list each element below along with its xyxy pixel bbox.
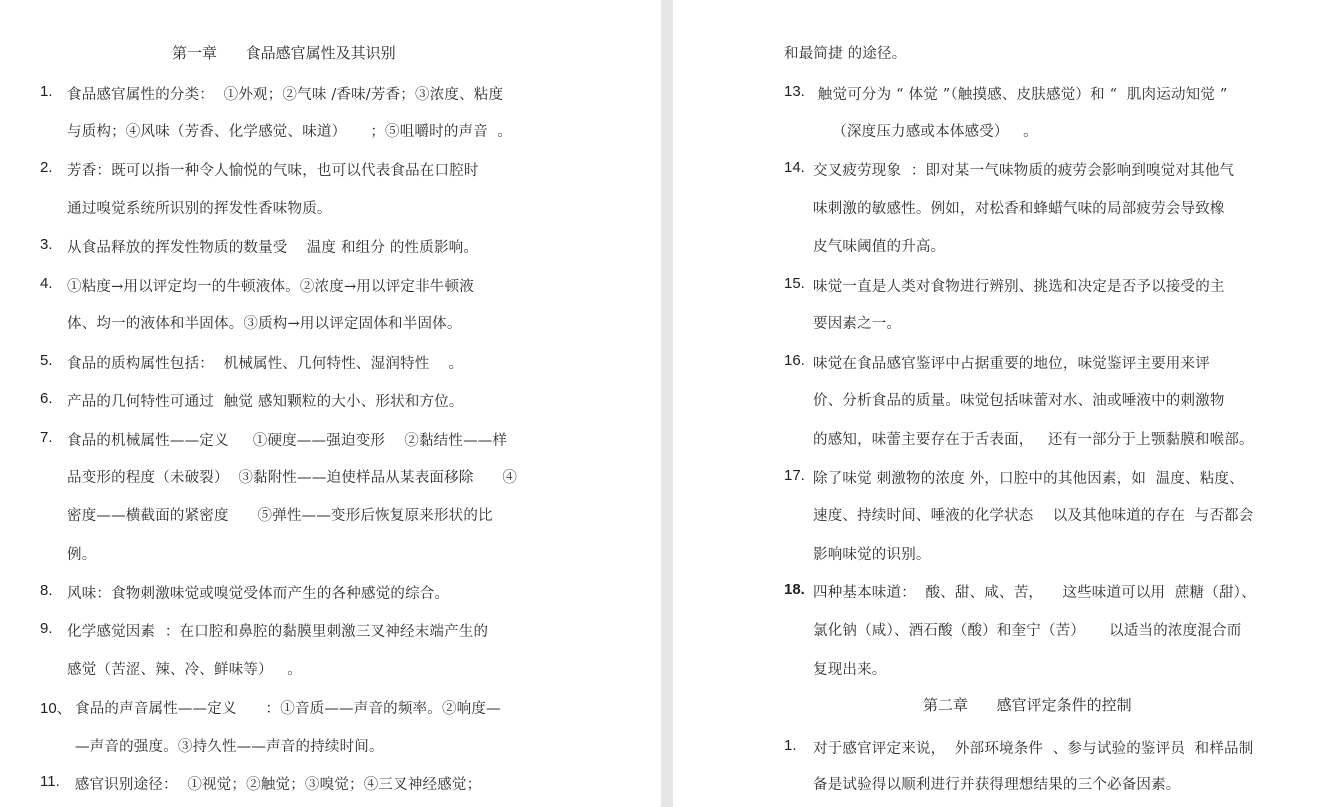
item-number: 17. [784,467,805,484]
item-text-line: 味刺激的敏感性。例如，对松香和蜂蜡气味的局部疲劳会导致橡 [813,201,1225,217]
item-text-line: ①粘度→用以评定均一的牛顿液体。②浓度→用以评定非牛顿液 [67,279,474,295]
item-number: 4. [40,275,53,292]
item-text-line: 的感知，味蕾主要存在于舌表面， 还有一部分于上颚黏膜和喉部。 [813,432,1254,448]
chapter-title: 第一章 食品感官属性及其识别 [172,44,396,62]
item-text-line: 价、分析食品的质量。味觉包括味蕾对水、油或唾液中的刺激物 [813,393,1225,409]
item-number: 13. [784,83,805,100]
item-text-line: 从食品释放的挥发性物质的数量受 温度 和组分 的性质影响。 [67,240,479,256]
item-text-line: 触觉可分为 “ 体觉 ”（触摸感、皮肤感觉）和 “ 肌肉运动知觉 ” [813,87,1228,103]
item-text-line: 要因素之一。 [813,316,902,332]
item-number: 1. [784,737,797,754]
item-text-line: 化学感觉因素 ：在口腔和鼻腔的黏膜里刺激三叉神经末端产生的 [67,624,489,640]
item-text-line: 芳香：既可以指一种令人愉悦的气味，也可以代表食品在口腔时 [67,163,479,179]
item-text-line: 食品的机械属性——定义 ①硬度——强迫变形 ②黏结性——样 [67,433,508,449]
item-text-line: 四种基本味道： 酸、甜、咸、苦， 这些味道可以用 蔗糖（甜）、 [813,585,1256,601]
item-number: 2. [40,159,53,176]
item-text-line: 密度——横截面的紧密度 ⑤弹性——变形后恢复原来形状的比 [67,508,493,524]
item-text-line: —声音的强度。③持久性——声音的持续时间。 [75,739,384,755]
item-number: 10、 [40,700,72,717]
item-number: 1. [40,83,53,100]
item-number: 15. [784,275,805,292]
item-number: 18. [784,581,805,598]
continuation-text: 和最简捷 的途径。 [784,46,907,62]
item-number: 7. [40,429,53,446]
item-text-line: 备是试验得以顺利进行并获得理想结果的三个必备因素。 [813,777,1181,793]
item-text-line: 食品的声音属性——定义 ：①音质——声音的频率。②响度— [75,701,501,717]
item-text-line: 感觉（苦涩、辣、冷、鲜味等） 。 [67,662,302,678]
item-text-line: 速度、持续时间、唾液的化学状态 以及其他味道的存在 与否都会 [813,508,1254,524]
item-number: 9. [40,620,53,637]
item-number: 11. [40,773,60,790]
item-text-line: 风味：食物刺激味觉或嗅觉受体而产生的各种感觉的综合。 [67,586,450,602]
item-text-line: 产品的几何特性可通过 触觉 感知颗粒的大小、形状和方位。 [67,394,464,410]
item-text-line: 食品的质构属性包括： 机械属性、几何特性、湿润特性 。 [67,356,464,372]
item-number: 5. [40,352,53,369]
item-text-line: 氯化钠（咸）、酒石酸（酸）和奎宁（苦） 以适当的浓度混合而 [813,623,1242,639]
item-text-line: 感官识别途径： ①视觉；②触觉；③嗅觉；④三叉神经感觉； [70,777,482,793]
item-text-line: 皮气味阈值的升高。 [813,239,946,255]
item-text-line: 通过嗅觉系统所识别的挥发性香味物质。 [67,201,332,217]
item-text-line: 例。 [67,547,97,563]
item-number: 3. [40,236,53,253]
item-text-line: （深度压力感或本体感受） 。 [813,124,1038,140]
item-text-line: 影响味觉的识别。 [813,547,931,563]
item-text-line: 味觉在食品感官鉴评中占据重要的地位，味觉鉴评主要用来评 [813,356,1210,372]
document-page-right [673,0,1339,807]
item-number: 14. [784,159,805,176]
item-number: 6. [40,390,53,407]
item-text-line: 品变形的程度（未破裂） ③黏附性——迫使样品从某表面移除 ④ [67,470,518,486]
item-text-line: 与质构；④风味（芳香、化学感觉、味道） ；⑤咀嚼时的声音 。 [67,124,513,140]
item-text-line: 复现出来。 [813,662,887,678]
item-text-line: 除了味觉 刺激物的浓度 外，口腔中的其他因素，如 温度、粘度、 [813,471,1244,487]
item-text-line: 体、均一的液体和半固体。③质构→用以评定固体和半固体。 [67,316,462,332]
document-page-left [0,0,661,807]
item-text-line: 食品感官属性的分类： ①外观；②气味 /香味/芳香；③浓度、粘度 [67,87,504,103]
item-number: 8. [40,582,53,599]
item-text-line: 对于感官评定来说， 外部环境条件 、参与试验的鉴评员 和样品制 [813,741,1254,757]
item-text-line: 交叉疲劳现象 ：即对某一气味物质的疲劳会影响到嗅觉对其他气 [813,163,1235,179]
chapter-title: 第二章 感官评定条件的控制 [923,696,1132,714]
item-number: 16. [784,352,805,369]
item-text-line: 味觉一直是人类对食物进行辨别、挑选和决定是否予以接受的主 [813,279,1225,295]
